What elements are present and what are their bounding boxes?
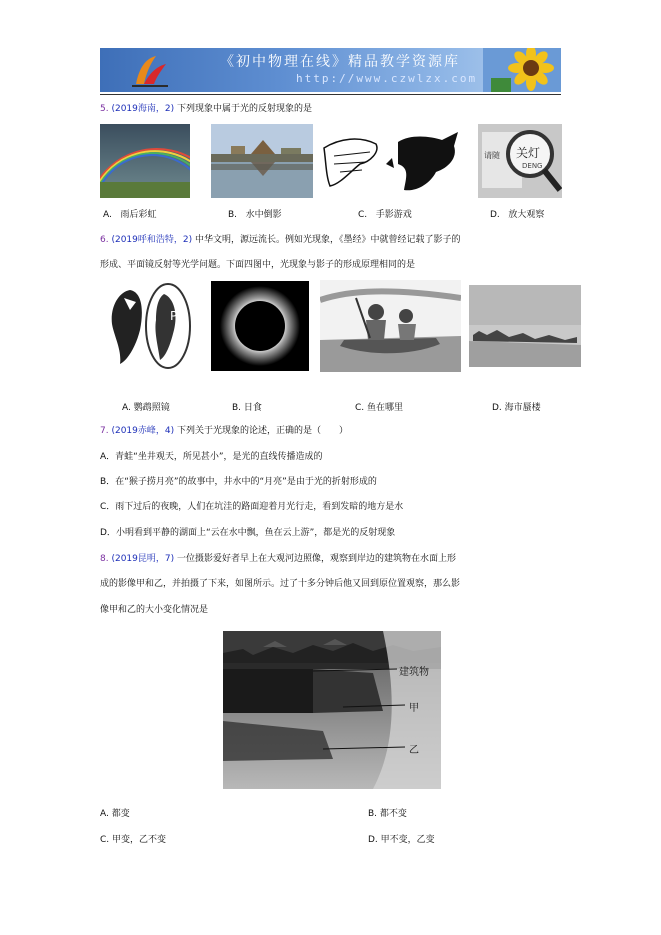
q8-label-yi: 乙 xyxy=(409,745,419,756)
header-rule xyxy=(100,94,561,95)
q6-option-d-label: D. xyxy=(492,403,502,413)
q5-sign-text-1: 请随 xyxy=(484,151,500,160)
q8-number: 8. xyxy=(100,554,109,564)
banner-url[interactable]: http://www.czwlzx.com xyxy=(296,72,478,85)
q6-source: (2019呼和浩特，2) xyxy=(111,235,193,245)
q8-option-c-text: 甲变，乙不变 xyxy=(112,835,167,845)
q5-source: (2019海南，2) xyxy=(111,104,175,114)
q5-option-d[interactable] xyxy=(490,207,544,220)
q8-option-a-label: A. xyxy=(100,809,109,819)
q5-option-b[interactable] xyxy=(228,207,282,220)
q6-option-a[interactable] xyxy=(122,400,170,413)
q8-option-a[interactable] xyxy=(100,806,130,819)
q5-option-d-text: 放大观察 xyxy=(508,210,545,220)
q6-image-mirage xyxy=(469,285,581,367)
q8-option-b-label: B. xyxy=(368,809,378,819)
q8-option-b[interactable] xyxy=(368,806,407,819)
q6-option-b-label: B. xyxy=(232,403,242,413)
q8-label-building: 建筑物 xyxy=(399,667,429,678)
q8-label-jia: 甲 xyxy=(409,703,419,714)
q5-stem-text: 下列现象中属于光的反射现象的是 xyxy=(177,104,313,114)
q7-stem-text: 下列关于光现象的论述，正确的是（ ） xyxy=(177,426,349,436)
q6-stem-line1 xyxy=(100,234,461,246)
q5-number: 5. xyxy=(100,104,109,114)
q5-image-rainbow xyxy=(100,124,190,198)
q6-option-a-label: A. xyxy=(122,403,131,413)
q8-option-d[interactable] xyxy=(368,832,435,845)
q8-option-c[interactable] xyxy=(100,832,166,845)
q8-stem-text-1: 一位摄影爱好者早上在大观河边照像，观察到岸边的建筑物在水面上形 xyxy=(177,554,457,564)
q7-option-d-label: D． xyxy=(100,528,116,538)
q7-option-a[interactable] xyxy=(100,451,323,463)
q5-sign-text-3: DENG xyxy=(522,162,543,170)
q8-source: (2019昆明，7) xyxy=(111,554,175,564)
q5-sign-text-2: 关灯 xyxy=(516,146,541,160)
q8-figure-photo xyxy=(223,631,441,789)
q6-option-d[interactable] xyxy=(492,400,541,413)
q7-option-b-text: 在“猴子捞月亮”的故事中，井水中的“月亮”是由于光的折射形成的 xyxy=(115,477,377,487)
q6-option-b[interactable] xyxy=(232,400,262,413)
q7-source: (2019赤峰，4) xyxy=(111,426,175,436)
q5-image-hand-shadow xyxy=(320,128,462,198)
q6-stem-text-1: 中华文明，源远流长。例如光现象，《墨经》中就曾经记载了影子的 xyxy=(195,235,461,245)
q7-option-a-label: A． xyxy=(100,452,116,462)
q6-image-fishing xyxy=(320,280,461,372)
svg-text:P: P xyxy=(170,309,178,323)
q6-option-c-label: C. xyxy=(355,403,365,413)
q5-option-c-label: C. xyxy=(358,210,368,220)
q5-option-a-label: A. xyxy=(103,210,112,220)
q5-image-magnifier xyxy=(478,124,562,198)
q7-option-b[interactable] xyxy=(100,476,377,488)
q5-option-b-label: B. xyxy=(228,210,238,220)
q5-option-c[interactable] xyxy=(358,207,412,220)
q7-option-c-text: 雨下过后的夜晚，人们在坑洼的路面迎着月光行走，看到发暗的地方是水 xyxy=(115,502,404,512)
q5-stem xyxy=(100,103,312,115)
q5-option-b-text: 水中倒影 xyxy=(245,210,282,220)
q8-stem-line3: 像甲和乙的大小变化情况是 xyxy=(100,605,209,615)
q7-option-c-label: C． xyxy=(100,502,116,512)
q8-pointer-lines xyxy=(223,631,441,789)
q7-option-d[interactable] xyxy=(100,527,395,539)
q6-number: 6. xyxy=(100,235,109,245)
q8-option-d-text: 甲不变，乙变 xyxy=(380,835,435,845)
q7-number: 7. xyxy=(100,426,109,436)
q8-stem-line1 xyxy=(100,553,456,565)
banner-title: 《初中物理在线》精品教学资源库 xyxy=(220,54,460,70)
q7-option-c[interactable] xyxy=(100,501,403,513)
q6-image-eclipse xyxy=(211,281,309,371)
sunflower-icon xyxy=(483,48,561,92)
q7-option-b-label: B． xyxy=(100,477,116,487)
q6-option-c[interactable] xyxy=(355,400,403,413)
q7-option-d-text: 小明看到平静的湖面上“云在水中飘，鱼在云上游”，都是光的反射现象 xyxy=(115,528,396,538)
q8-option-b-text: 都不变 xyxy=(379,809,407,819)
logo-icon xyxy=(130,54,170,88)
q5-option-a-text: 雨后彩虹 xyxy=(120,210,157,220)
q6-option-d-text: 海市蜃楼 xyxy=(504,403,541,413)
q6-image-parrot-mirror xyxy=(100,280,194,372)
header-banner xyxy=(100,48,561,92)
q6-option-c-text: 鱼在哪里 xyxy=(367,403,404,413)
q5-option-d-label: D. xyxy=(490,210,500,220)
q8-option-a-text: 都变 xyxy=(111,809,130,819)
q8-option-c-label: C. xyxy=(100,835,110,845)
q5-option-c-text: 手影游戏 xyxy=(375,210,412,220)
q8-stem-line2: 成的影像甲和乙，并拍摄了下来，如图所示。过了十多分钟后他又回到原位置观察，那么影 xyxy=(100,579,461,589)
q5-option-a[interactable] xyxy=(103,207,156,220)
q6-stem-line2: 形成、平面镜反射等光学问题。下面四图中，光现象与影子的形成原理相同的是 xyxy=(100,260,416,270)
q8-option-d-label: D. xyxy=(368,835,378,845)
q5-image-reflection xyxy=(211,124,313,198)
q7-stem xyxy=(100,425,348,437)
q6-option-b-text: 日食 xyxy=(243,403,262,413)
q7-option-a-text: 青蛙“坐井观天，所见甚小”，是光的直线传播造成的 xyxy=(115,452,323,462)
q6-option-a-text: 鹦鹉照镜 xyxy=(133,403,170,413)
